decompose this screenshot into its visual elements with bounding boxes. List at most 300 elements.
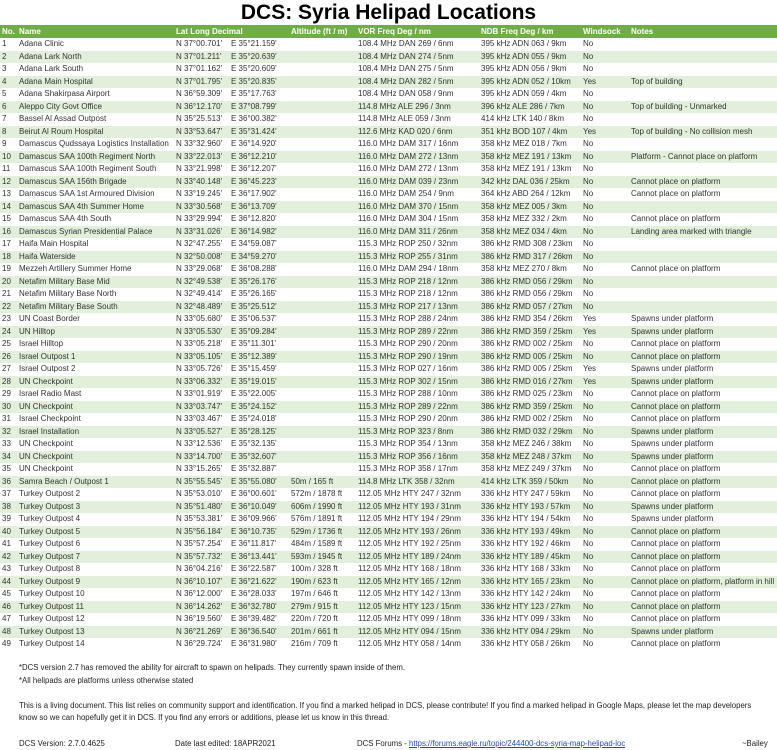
cell-windsock: No [583, 489, 594, 498]
cell-name: Turkey Outpost 4 [19, 514, 81, 523]
cell-long: E 36°12.210' [229, 151, 289, 164]
cell-lat: N 33°06.332' [174, 376, 229, 389]
table-row [0, 313, 777, 326]
cell-no: 30 [0, 401, 17, 414]
table-row [0, 613, 777, 626]
table-row [0, 501, 777, 514]
cell-ndb: 364 kHz ABD 264 / 12km [481, 189, 571, 198]
cell-name: Damascus SAA 100th Regiment North [17, 151, 174, 164]
cell-windsock: No [581, 201, 629, 214]
cell-altitude [289, 463, 356, 476]
cell-long: E 35°20.835' [229, 76, 289, 89]
cell-notes: Spawns under platform [629, 626, 777, 639]
cell-name: Turkey Outpost 5 [17, 526, 174, 539]
cell-lat: N 33°15.265' [176, 464, 223, 473]
cell-altitude: 572m / 1878 ft [291, 489, 343, 498]
cell-name: Haifa Main Hospital [19, 239, 89, 248]
cell-no: 17 [2, 239, 11, 248]
cell-long: E 35°26.165' [231, 289, 277, 298]
cell-ndb: 386 kHz RMD 032 / 29km [479, 426, 581, 439]
cell-no: 10 [0, 151, 17, 164]
cell-long: E 36°11.817' [231, 539, 277, 548]
cell-lat: N 33°32.960' [176, 139, 223, 148]
cell-no: 28 [0, 376, 17, 389]
cell-ndb: 336 kHz HTY 192 / 46km [481, 539, 571, 548]
cell-altitude [289, 338, 356, 351]
cell-altitude [289, 113, 356, 126]
col-header-vor: VOR Freq Deg / nm [356, 25, 479, 38]
cell-no: 46 [0, 601, 17, 614]
cell-no: 49 [2, 639, 11, 648]
cell-lat: N 37°01.162' [176, 64, 223, 73]
cell-name: Damascus Syrian Presidential Palace [17, 226, 174, 239]
table-row [0, 188, 777, 201]
cell-long: E 35°15.459' [231, 364, 277, 373]
table-row [0, 363, 777, 376]
cell-windsock: No [581, 351, 629, 364]
cell-ndb: 336 kHz HTY 247 / 59km [481, 489, 571, 498]
cell-no: 34 [0, 451, 17, 464]
cell-lat: N 33°05.218' [176, 339, 223, 348]
cell-ndb: 336 kHz HTY 193 / 49km [479, 526, 581, 539]
cell-long: E 36°13.441' [229, 551, 289, 564]
cell-notes [629, 276, 777, 289]
table-row [0, 576, 777, 589]
cell-lat: N 33°12.536' [176, 439, 223, 448]
cell-notes: Cannot place on platform [631, 264, 721, 273]
helipad-table [0, 25, 777, 651]
cell-altitude: 50m / 165 ft [289, 476, 356, 489]
cell-vor: 115.3 MHz ROP 288 / 24nm [358, 314, 458, 323]
table-row [0, 413, 777, 426]
cell-vor: 112.05 MHz HTY 058 / 14nm [358, 639, 461, 648]
cell-vor: 116.0 MHz DAM 370 / 15nm [356, 201, 479, 214]
table-row [0, 113, 777, 126]
cell-notes: Landing area marked with triangle [629, 226, 777, 239]
cell-altitude: 197m / 646 ft [291, 589, 338, 598]
cell-altitude: 606m / 1990 ft [289, 501, 356, 514]
cell-lat: N 33°05.527' [174, 426, 229, 439]
page-title: DCS: Syria Helipad Locations [240, 1, 537, 24]
cell-long: E 35°17.763' [231, 89, 277, 98]
cell-lat: N 33°30.568' [174, 201, 229, 214]
cell-altitude [289, 126, 356, 139]
cell-no: 29 [2, 389, 11, 398]
forums-label: DCS Forums - [357, 739, 409, 748]
cell-long: E 35°32.607' [229, 451, 289, 464]
cell-notes [629, 301, 777, 314]
cell-windsock: No [581, 426, 629, 439]
cell-name: UN Checkpoint [19, 464, 73, 473]
cell-windsock: No [581, 276, 629, 289]
dcs-version: DCS Version: 2.7.0.4625 [19, 739, 105, 748]
cell-long: E 35°09.284' [229, 326, 289, 339]
cell-vor: 116.0 MHz DAM 039 / 23nm [356, 176, 479, 189]
table-row [0, 438, 777, 451]
cell-lat: N 35°57.732' [174, 551, 229, 564]
cell-windsock: Yes [581, 76, 629, 89]
cell-no: 6 [0, 101, 17, 114]
cell-no: 36 [0, 476, 17, 489]
cell-long: E 35°25.512' [229, 301, 289, 314]
cell-name: Damascus SAA 1st Armoured Division [19, 189, 155, 198]
cell-notes: Cannot place on platform [631, 214, 721, 223]
cell-vor: 112.05 MHz HTY 194 / 29nm [358, 514, 461, 523]
cell-long: E 36°13.709' [229, 201, 289, 214]
cell-long: E 36°21.622' [229, 576, 289, 589]
cell-lat: N 33°14.700' [174, 451, 229, 464]
cell-windsock: Yes [581, 126, 629, 139]
cell-ndb: 395 kHz ADN 056 / 9km [481, 64, 567, 73]
cell-no: 35 [2, 464, 11, 473]
cell-windsock: No [583, 639, 594, 648]
cell-lat: N 37°00.701' [176, 39, 223, 48]
cell-vor: 115.3 MHz ROP 250 / 32nm [358, 239, 458, 248]
cell-ndb: 386 kHz RMD 308 / 23km [481, 239, 573, 248]
table-row [0, 201, 777, 214]
cell-windsock: Yes [581, 326, 629, 339]
cell-notes [629, 88, 777, 101]
cell-vor: 112.05 MHz HTY 142 / 13nm [358, 589, 461, 598]
cell-vor: 115.3 MHz ROP 290 / 20nm [358, 339, 458, 348]
cell-windsock: No [581, 576, 629, 589]
cell-ndb: 351 kHz BOD 107 / 4km [479, 126, 581, 139]
cell-long: E 36°09.966' [231, 514, 277, 523]
cell-altitude [289, 276, 356, 289]
cell-windsock: No [583, 564, 594, 573]
cell-lat: N 36°21.269' [174, 626, 229, 639]
cell-lat: N 36°14.262' [174, 601, 229, 614]
cell-vor: 114.8 MHz ALE 296 / 3nm [356, 101, 479, 114]
cell-notes [629, 51, 777, 64]
cell-long: E 35°12.389' [229, 351, 289, 364]
cell-long: E 34°59.270' [229, 251, 289, 264]
cell-windsock: No [581, 451, 629, 464]
cell-vor: 112.6 MHz KAD 020 / 6nm [356, 126, 479, 139]
cell-ndb: 358 kHz MEZ 034 / 4km [479, 226, 581, 239]
cell-no: 19 [2, 264, 11, 273]
cell-lat: N 36°29.724' [176, 639, 223, 648]
cell-long: E 35°32.135' [231, 439, 277, 448]
cell-ndb: 358 kHz MEZ 246 / 38km [481, 439, 572, 448]
cell-altitude [289, 88, 356, 101]
cell-name: UN Coast Border [19, 314, 80, 323]
cell-windsock: No [581, 551, 629, 564]
cell-notes [629, 288, 777, 301]
cell-vor: 115.3 MHz ROP 290 / 20nm [358, 414, 458, 423]
table-row [0, 526, 777, 539]
cell-altitude [289, 226, 356, 239]
cell-name: Turkey Outpost 2 [19, 489, 81, 498]
cell-ndb: 336 kHz HTY 142 / 24km [481, 589, 571, 598]
cell-long: E 36°08.288' [231, 264, 277, 273]
cell-name: Damascus SAA 4th South [19, 214, 112, 223]
cell-ndb: 386 kHz RMD 005 / 25km [481, 364, 573, 373]
table-row [0, 463, 777, 476]
cell-ndb: 386 kHz RMD 025 / 23km [481, 389, 573, 398]
cell-no: 33 [2, 439, 11, 448]
cell-no: 47 [2, 614, 11, 623]
cell-lat: N 33°29.068' [176, 264, 223, 273]
cell-windsock: No [581, 176, 629, 189]
cell-no: 13 [2, 189, 11, 198]
cell-ndb: 358 kHz MEZ 191 / 13km [481, 164, 572, 173]
cell-ndb: 336 kHz HTY 099 / 33km [481, 614, 571, 623]
cell-no: 5 [2, 89, 7, 98]
cell-altitude [289, 138, 356, 151]
cell-vor: 112.05 MHz HTY 165 / 12nm [356, 576, 479, 589]
cell-lat: N 36°04.216' [176, 564, 223, 573]
cell-altitude [289, 101, 356, 114]
cell-lat: N 33°05.530' [174, 326, 229, 339]
cell-long: E 36°12.207' [231, 164, 277, 173]
cell-notes: Cannot place on platform [631, 464, 721, 473]
table-row [0, 163, 777, 176]
cell-windsock: No [581, 301, 629, 314]
cell-long: E 35°31.424' [229, 126, 289, 139]
cell-vor: 112.05 MHz HTY 099 / 18nm [358, 614, 461, 623]
cell-long: E 35°20.639' [229, 51, 289, 64]
cell-altitude [289, 63, 356, 76]
cell-vor: 116.0 MHz DAM 272 / 13nm [358, 164, 459, 173]
cell-ndb: 358 kHz MEZ 332 / 2km [481, 214, 567, 223]
cell-windsock: No [583, 64, 594, 73]
cell-lat: N 35°51.480' [174, 501, 229, 514]
cell-long: E 36°31.980' [231, 639, 277, 648]
cell-notes: Cannot place on platform [629, 351, 777, 364]
cell-altitude [289, 388, 356, 401]
cell-ndb: 336 kHz HTY 189 / 45km [479, 551, 581, 564]
cell-altitude: 529m / 1736 ft [289, 526, 356, 539]
cell-lat: N 33°22.013' [174, 151, 229, 164]
cell-ndb: 342 kHz DAL 036 / 25km [479, 176, 581, 189]
cell-long: E 36°17.902' [231, 189, 277, 198]
forums-link[interactable]: https://forums.eagle.ru/topic/244400-dcs-syria-map-helipad-loc [408, 739, 626, 748]
cell-long: E 35°24.152' [229, 401, 289, 414]
cell-no: 15 [2, 214, 11, 223]
cell-altitude [289, 213, 356, 226]
cell-ndb: 396 kHz ALE 286 / 7km [479, 101, 581, 114]
cell-no: 45 [2, 589, 11, 598]
cell-windsock: No [581, 476, 629, 489]
cell-vor: 114.8 MHz ALE 059 / 3nm [358, 114, 451, 123]
table-row [0, 126, 777, 139]
table-row [0, 426, 777, 439]
cell-lat: N 36°12.170' [174, 101, 229, 114]
cell-notes [629, 238, 777, 251]
cell-ndb: 358 kHz MEZ 249 / 37km [481, 464, 572, 473]
cell-lat: N 32°50.008' [174, 251, 229, 264]
cell-lat: N 35°57.254' [176, 539, 223, 548]
cell-notes: Cannot place on platform [631, 339, 721, 348]
cell-lat: N 35°53.010' [176, 489, 223, 498]
cell-notes: Top of building - Unmarked [629, 101, 777, 114]
cell-lat: N 32°47.255' [176, 239, 223, 248]
cell-ndb: 336 kHz HTY 194 / 54km [481, 514, 571, 523]
table-header-row [0, 25, 777, 38]
cell-name: UN Checkpoint [17, 401, 174, 414]
cell-no: 16 [0, 226, 17, 239]
cell-altitude [289, 263, 356, 276]
table-row [0, 588, 777, 601]
cell-notes: Cannot place on platform [631, 614, 721, 623]
cell-notes: Cannot place on platform [629, 476, 777, 489]
cell-vor: 115.3 MHz ROP 218 / 12nm [356, 276, 479, 289]
cell-ndb: 386 kHz RMD 005 / 25km [479, 351, 581, 364]
cell-ndb: 386 kHz RMD 359 / 25km [479, 326, 581, 339]
table-row [0, 338, 777, 351]
cell-notes: Spawns under platform [631, 364, 714, 373]
table-row [0, 626, 777, 639]
author-signature: ~Bailey [742, 739, 768, 748]
cell-name: Beirut Al Roum Hospital [17, 126, 174, 139]
cell-no: 44 [0, 576, 17, 589]
cell-windsock: No [583, 589, 594, 598]
cell-notes: Cannot place on platform [629, 401, 777, 414]
cell-no: 26 [0, 351, 17, 364]
cell-vor: 112.05 MHz HTY 192 / 25nm [358, 539, 461, 548]
cell-windsock: No [581, 101, 629, 114]
cell-vor: 115.3 MHz ROP 302 / 15nm [356, 376, 479, 389]
cell-notes [629, 138, 777, 151]
table-row [0, 213, 777, 226]
cell-vor: 115.3 MHz ROP 218 / 12nm [358, 289, 458, 298]
col-header-altitude: Altitude (ft / m) [289, 25, 356, 38]
table-row [0, 238, 777, 251]
cell-name: Adana Main Hospital [17, 76, 174, 89]
cell-long: E 36°32.780' [229, 601, 289, 614]
cell-no: 38 [0, 501, 17, 514]
cell-no: 32 [0, 426, 17, 439]
cell-no: 1 [2, 39, 7, 48]
cell-lat: N 33°01.919' [176, 389, 223, 398]
cell-windsock: No [583, 214, 594, 223]
cell-notes: Cannot place on platform [631, 639, 721, 648]
cell-notes: Spawns under platform [631, 514, 714, 523]
cell-vor: 112.05 MHz HTY 094 / 15nm [356, 626, 479, 639]
table-row [0, 326, 777, 339]
cell-vor: 112.05 MHz HTY 247 / 32nm [358, 489, 461, 498]
cell-name: Adana Clinic [19, 39, 64, 48]
cell-lat: N 33°05.105' [174, 351, 229, 364]
cell-altitude: 190m / 623 ft [289, 576, 356, 589]
cell-name: Turkey Outpost 11 [17, 601, 174, 614]
cell-lat: N 37°01.795' [174, 76, 229, 89]
cell-windsock: No [583, 264, 594, 273]
cell-lat: N 32°49.538' [174, 276, 229, 289]
cell-ndb: 414 kHz LTK 359 / 50km [479, 476, 581, 489]
cell-vor: 115.3 MHz ROP 027 / 16nm [358, 364, 458, 373]
col-header-name: Name [17, 25, 174, 38]
cell-altitude [289, 151, 356, 164]
cell-altitude [289, 251, 356, 264]
cell-notes: Spawns under platform [629, 326, 777, 339]
cell-name: Netafim Military Base South [17, 301, 174, 314]
cell-ndb: 358 kHz MEZ 005 / 3km [479, 201, 581, 214]
cell-notes [629, 113, 777, 126]
cell-name: Turkey Outpost 7 [17, 551, 174, 564]
cell-name: Israel Hilltop [19, 339, 64, 348]
table-row [0, 63, 777, 76]
forums-reference [357, 739, 625, 748]
cell-name: Turkey Outpost 12 [19, 614, 85, 623]
cell-altitude [289, 313, 356, 326]
cell-altitude [289, 376, 356, 389]
table-row [0, 488, 777, 501]
cell-windsock: No [583, 614, 594, 623]
cell-lat: N 33°29.994' [176, 214, 223, 223]
cell-windsock: No [583, 139, 594, 148]
cell-vor: 115.3 MHz ROP 290 / 19nm [356, 351, 479, 364]
cell-long: E 36°45.223' [229, 176, 289, 189]
cell-notes [629, 201, 777, 214]
cell-vor: 115.3 MHz ROP 354 / 13nm [358, 439, 458, 448]
cell-no: 39 [2, 514, 11, 523]
cell-name: Adana Lark South [19, 64, 84, 73]
cell-notes: Spawns under platform [629, 451, 777, 464]
cell-altitude: 216m / 709 ft [291, 639, 338, 648]
cell-altitude [289, 201, 356, 214]
cell-ndb: 386 kHz RMD 056 / 29km [479, 276, 581, 289]
cell-vor: 108.4 MHz DAN 274 / 5nm [356, 51, 479, 64]
cell-altitude [289, 188, 356, 201]
table-row [0, 301, 777, 314]
cell-name: Israel Checkpoint [19, 414, 81, 423]
cell-altitude: 279m / 915 ft [289, 601, 356, 614]
cell-lat: N 33°31.026' [174, 226, 229, 239]
cell-notes: Cannot place on platform [631, 539, 721, 548]
cell-lat: N 32°48.489' [174, 301, 229, 314]
cell-notes: Cannot place on platform [629, 526, 777, 539]
cell-ndb: 386 kHz RMD 359 / 25km [479, 401, 581, 414]
cell-long: E 35°20.609' [231, 64, 277, 73]
cell-ndb: 386 kHz RMD 002 / 25km [481, 339, 573, 348]
living-doc-line2: know so we can hopefully get it in DCS. If you find any errors or additions, please let us know in this thread. [19, 713, 390, 722]
table-row [0, 226, 777, 239]
cell-lat: N 33°21.998' [176, 164, 223, 173]
cell-no: 23 [2, 314, 11, 323]
table-row [0, 263, 777, 276]
cell-no: 27 [2, 364, 11, 373]
cell-altitude: 201m / 661 ft [289, 626, 356, 639]
cell-long: E 36°14.920' [231, 139, 277, 148]
cell-long: E 36°36.540' [229, 626, 289, 639]
cell-altitude: 220m / 720 ft [291, 614, 338, 623]
cell-vor: 115.3 MHz ROP 217 / 13nm [356, 301, 479, 314]
cell-no: 25 [2, 339, 11, 348]
cell-windsock: No [581, 401, 629, 414]
cell-long: E 36°39.482' [231, 614, 277, 623]
cell-windsock: No [581, 626, 629, 639]
cell-no: 12 [0, 176, 17, 189]
cell-long: E 37°08.799' [229, 101, 289, 114]
cell-name: Damascus SAA 156th Brigade [17, 176, 174, 189]
cell-altitude [289, 163, 356, 176]
cell-altitude [289, 438, 356, 451]
cell-name: Israel Outpost 2 [19, 364, 76, 373]
cell-name: Israel Installation [17, 426, 174, 439]
cell-no: 7 [2, 114, 7, 123]
cell-ndb: 386 kHz RMD 354 / 26km [481, 314, 573, 323]
cell-windsock: No [583, 514, 594, 523]
cell-altitude [289, 288, 356, 301]
cell-windsock: No [583, 239, 594, 248]
cell-ndb: 386 kHz RMD 002 / 25km [481, 414, 573, 423]
cell-vor: 112.05 MHz HTY 193 / 31nm [356, 501, 479, 514]
cell-name: Samra Beach / Outpost 1 [17, 476, 174, 489]
cell-no: 37 [2, 489, 11, 498]
cell-no: 11 [2, 164, 11, 173]
